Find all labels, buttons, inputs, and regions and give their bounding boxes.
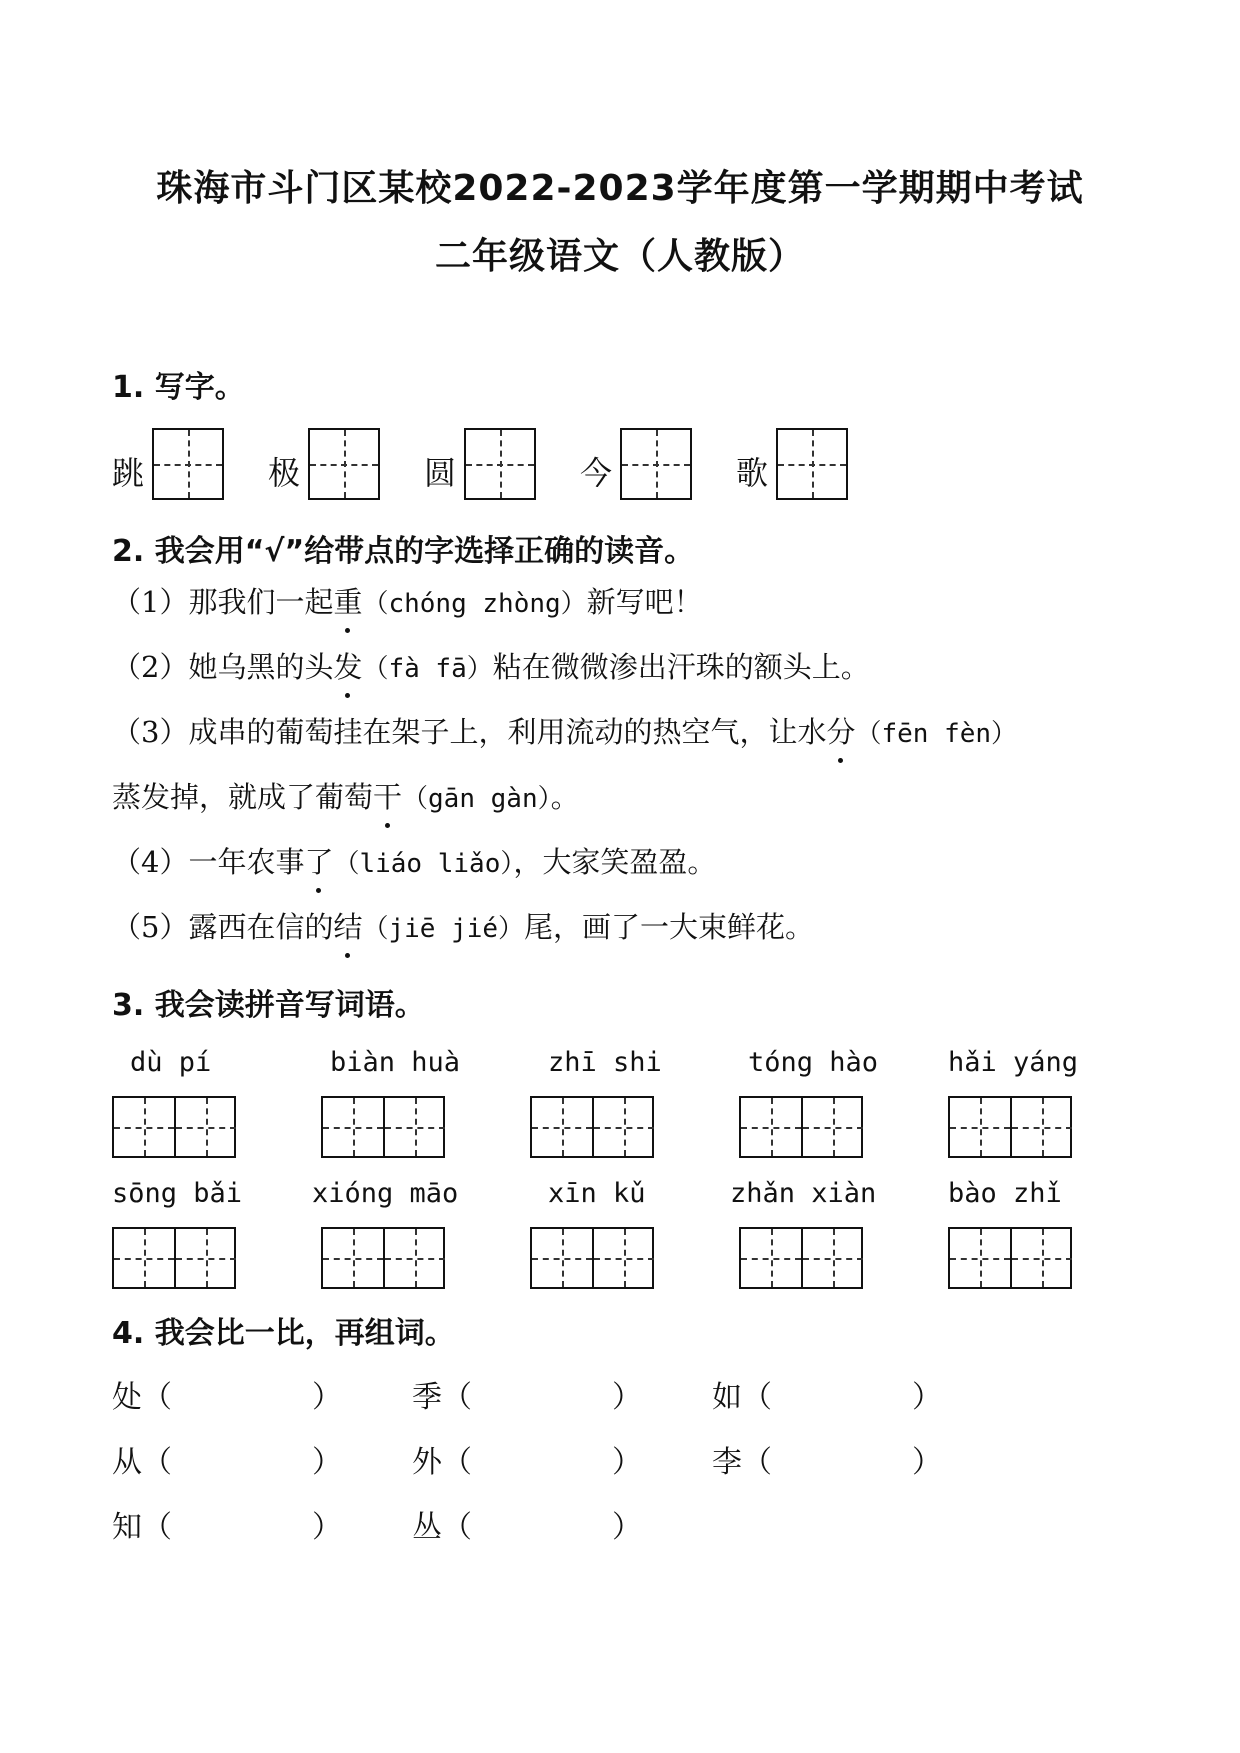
q1-char-3: 圆 [424, 454, 457, 492]
q2-item-3b-options[interactable]: （gān gàn） [402, 784, 551, 814]
q4-item-5-close: ） [612, 1445, 642, 1480]
q4-item-6-char: 李 [712, 1445, 742, 1480]
q3-pinyin-3: zhī shi [548, 1047, 662, 1078]
q1-char-2: 极 [268, 454, 301, 492]
q2-item-5-pre: （5）露西在信的 [112, 910, 334, 944]
q1-writing-box-3[interactable] [464, 428, 536, 500]
q3-word-grid-9[interactable] [739, 1227, 863, 1289]
q4-item-6-open: （ [742, 1445, 772, 1480]
q1-char-4: 今 [580, 454, 613, 492]
q2-item-2-options[interactable]: （fà fā） [362, 654, 493, 684]
q3-word-grid-8[interactable] [530, 1227, 654, 1289]
q3-word-grid-6[interactable] [112, 1227, 236, 1289]
q4-item-7 [112, 1502, 172, 1546]
q2-item-4 [112, 840, 716, 881]
q3-pinyin-7: xióng māo [312, 1178, 459, 1209]
q4-item-2-char: 季 [412, 1380, 442, 1415]
q2-item-3b-post: 。 [550, 780, 580, 814]
q4-item-4-open: （ [142, 1445, 172, 1480]
q3-word-grid-10[interactable] [948, 1227, 1072, 1289]
q2-item-4-options[interactable]: （liáo liǎo） [333, 849, 514, 879]
q4-item-1 [112, 1372, 172, 1416]
q1-writing-box-5[interactable] [776, 428, 848, 500]
q1-char-1: 跳 [112, 454, 145, 492]
q4-item-2-open: （ [442, 1380, 472, 1415]
q2-item-3b-pre: 蒸发掉，就成了葡萄 [112, 780, 374, 814]
q2-item-5-dotted-char: 结 [333, 905, 362, 946]
q4-item-3-open: （ [742, 1380, 772, 1415]
q3-word-grid-5[interactable] [948, 1096, 1072, 1158]
q2-item-3b-dotted-char: 干 [373, 775, 402, 816]
q4-item-5-open: （ [442, 1445, 472, 1480]
q4-item-8-open: （ [442, 1510, 472, 1545]
q2-item-3-cont [112, 775, 580, 816]
q1-heading: 1. 写字。 [112, 370, 245, 405]
q3-heading: 3. 我会读拼音写词语。 [112, 988, 425, 1023]
q2-item-5-post: 尾，画了一大束鲜花。 [524, 910, 815, 944]
q4-item-2-close: ） [612, 1380, 642, 1415]
q3-pinyin-4: tóng hào [748, 1047, 879, 1078]
q4-heading: 4. 我会比一比，再组词。 [112, 1316, 455, 1351]
q4-item-5-char: 外 [412, 1445, 442, 1480]
q3-pinyin-10: bào zhǐ [948, 1178, 1062, 1209]
q3-word-grid-7[interactable] [321, 1227, 445, 1289]
q1-writing-box-2[interactable] [308, 428, 380, 500]
q4-item-1-close: ） [312, 1380, 342, 1415]
page-subtitle: 二年级语文（人教版） [434, 236, 805, 277]
q4-item-8 [412, 1502, 472, 1546]
q3-pinyin-5: hǎi yáng [948, 1047, 1079, 1078]
q2-item-3-pre: （3）成串的葡萄挂在架子上，利用流动的热空气，让水 [112, 715, 827, 749]
q4-item-7-open: （ [142, 1510, 172, 1545]
q3-word-grid-2[interactable] [321, 1096, 445, 1158]
q4-item-1-open: （ [142, 1380, 172, 1415]
q4-item-3-char: 如 [712, 1380, 742, 1415]
q4-item-6 [712, 1437, 772, 1481]
q4-item-4 [112, 1437, 172, 1481]
q2-item-2-pre: （2）她乌黑的头 [112, 650, 334, 684]
q2-heading: 2. 我会用“√”给带点的字选择正确的读音。 [112, 534, 695, 569]
q2-item-1-options[interactable]: （chóng zhòng） [362, 589, 587, 619]
q2-item-2-dotted-char: 发 [333, 645, 362, 686]
q2-item-3-dotted-char: 分 [826, 710, 855, 751]
page-title: 珠海市斗门区某校2022-2023学年度第一学期期中考试 [156, 168, 1084, 209]
q1-char-5: 歌 [736, 454, 769, 492]
q4-item-7-char: 知 [112, 1510, 142, 1545]
q4-item-3 [712, 1372, 772, 1416]
q2-item-1 [112, 580, 703, 621]
q2-item-2 [112, 645, 870, 686]
q4-item-3-close: ） [912, 1380, 942, 1415]
q4-item-1-char: 处 [112, 1380, 142, 1415]
q2-item-4-dotted-char: 了 [304, 840, 333, 881]
q3-pinyin-9: zhǎn xiàn [730, 1178, 877, 1209]
q2-item-2-post: 粘在微微渗出汗珠的额头上。 [492, 650, 870, 684]
q3-pinyin-8: xīn kǔ [548, 1178, 646, 1209]
q2-item-1-pre: （1）那我们一起 [112, 585, 334, 619]
q1-writing-box-4[interactable] [620, 428, 692, 500]
q2-item-4-pre: （4）一年农事 [112, 845, 305, 879]
q1-writing-box-1[interactable] [152, 428, 224, 500]
q4-item-4-char: 从 [112, 1445, 142, 1480]
q4-item-8-close: ） [612, 1510, 642, 1545]
q2-item-1-post: 新写吧！ [586, 585, 703, 619]
q3-pinyin-2: biàn huà [330, 1047, 461, 1078]
q3-pinyin-6: sōng bǎi [112, 1178, 243, 1209]
q2-item-5-options[interactable]: （jiē jié） [362, 914, 525, 944]
q4-item-5 [412, 1437, 472, 1481]
q3-word-grid-3[interactable] [530, 1096, 654, 1158]
q4-item-7-close: ） [312, 1510, 342, 1545]
q4-item-2 [412, 1372, 472, 1416]
q3-word-grid-4[interactable] [739, 1096, 863, 1158]
q4-item-8-char: 丛 [412, 1510, 442, 1545]
q3-word-grid-1[interactable] [112, 1096, 236, 1158]
q2-item-3 [112, 710, 1017, 751]
q2-item-4-post: ，大家笑盈盈。 [513, 845, 717, 879]
q2-item-3-options[interactable]: （fēn fèn） [855, 719, 1018, 749]
q3-pinyin-1: dù pí [130, 1047, 212, 1078]
q4-item-4-close: ） [312, 1445, 342, 1480]
q2-item-1-dotted-char: 重 [333, 580, 362, 621]
q4-item-6-close: ） [912, 1445, 942, 1480]
q2-item-5 [112, 905, 814, 946]
